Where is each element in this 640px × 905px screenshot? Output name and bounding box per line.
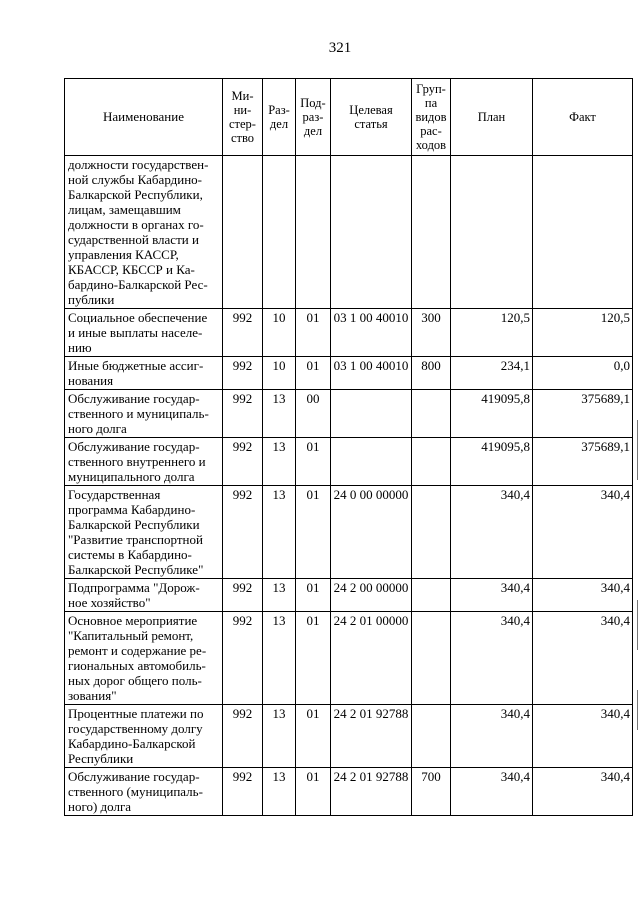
row-name: Иные бюджетные ассиг- нования	[65, 357, 223, 390]
row-section: 10	[263, 357, 296, 390]
row-target	[331, 438, 412, 486]
row-expense-group	[412, 612, 451, 705]
row-expense-group	[412, 486, 451, 579]
row-ministry: 992	[223, 357, 263, 390]
row-ministry: 992	[223, 390, 263, 438]
row-ministry: 992	[223, 579, 263, 612]
row-target	[331, 156, 412, 309]
header-section: Раз- дел	[263, 79, 296, 156]
row-fact: 340,4	[533, 705, 633, 768]
row-plan: 340,4	[451, 612, 533, 705]
row-target	[331, 390, 412, 438]
row-plan: 419095,8	[451, 390, 533, 438]
table-row	[65, 390, 633, 438]
table-row	[65, 768, 633, 816]
header-ministry: Ми- ни- стер- ство	[223, 79, 263, 156]
row-section: 13	[263, 705, 296, 768]
row-subsection: 01	[296, 768, 331, 816]
row-name: Обслуживание государ- ственного внутреннего и муниципального долга	[65, 438, 223, 486]
row-name: Основное мероприятие "Капитальный ремонт, ремонт и содержание ре- гиональных автомобиль- ных дорог общего поль- зования"	[65, 612, 223, 705]
row-fact: 375689,1	[533, 438, 633, 486]
header-subsection: Под- раз- дел	[296, 79, 331, 156]
row-expense-group	[412, 579, 451, 612]
row-plan: 340,4	[451, 768, 533, 816]
header-fact: Факт	[533, 79, 633, 156]
row-subsection: 01	[296, 705, 331, 768]
scan-edge-mark	[637, 690, 638, 730]
row-section: 10	[263, 309, 296, 357]
row-plan: 340,4	[451, 579, 533, 612]
row-subsection: 01	[296, 579, 331, 612]
row-plan: 340,4	[451, 486, 533, 579]
header-name: Наименование	[65, 79, 223, 156]
row-plan: 234,1	[451, 357, 533, 390]
scan-edge-mark	[637, 420, 638, 480]
header-plan: План	[451, 79, 533, 156]
row-target: 03 1 00 40010	[331, 357, 412, 390]
row-ministry: 992	[223, 705, 263, 768]
row-expense-group: 800	[412, 357, 451, 390]
row-fact: 340,4	[533, 486, 633, 579]
row-subsection: 01	[296, 309, 331, 357]
row-fact	[533, 156, 633, 309]
row-expense-group: 300	[412, 309, 451, 357]
row-subsection: 01	[296, 486, 331, 579]
table-row	[65, 579, 633, 612]
row-expense-group: 700	[412, 768, 451, 816]
row-expense-group	[412, 438, 451, 486]
table-row	[65, 357, 633, 390]
row-subsection: 00	[296, 390, 331, 438]
row-ministry: 992	[223, 486, 263, 579]
row-name: Государственная программа Кабардино- Балкарской Республики "Развитие транспортной системы в Кабардино- Балкарской Республике"	[65, 486, 223, 579]
row-name: Подпрограмма "Дорож- ное хозяйство"	[65, 579, 223, 612]
row-name: Обслуживание государ- ственного (муниципаль- ного) долга	[65, 768, 223, 816]
table-row	[65, 612, 633, 705]
row-ministry: 992	[223, 768, 263, 816]
row-name: Социальное обеспечение и иные выплаты населе- нию	[65, 309, 223, 357]
row-target: 24 2 01 00000	[331, 612, 412, 705]
row-section: 13	[263, 486, 296, 579]
row-target: 24 2 01 92788	[331, 768, 412, 816]
row-fact: 340,4	[533, 612, 633, 705]
table-header-row	[65, 79, 633, 156]
row-section: 13	[263, 438, 296, 486]
table-row	[65, 438, 633, 486]
row-plan: 120,5	[451, 309, 533, 357]
row-target: 03 1 00 40010	[331, 309, 412, 357]
budget-table	[64, 78, 633, 816]
row-section	[263, 156, 296, 309]
row-subsection: 01	[296, 438, 331, 486]
row-fact: 340,4	[533, 768, 633, 816]
row-ministry	[223, 156, 263, 309]
row-plan	[451, 156, 533, 309]
row-plan: 419095,8	[451, 438, 533, 486]
row-expense-group	[412, 705, 451, 768]
row-ministry: 992	[223, 612, 263, 705]
row-subsection: 01	[296, 357, 331, 390]
row-subsection	[296, 156, 331, 309]
row-name: Процентные платежи по государственному долгу Кабардино-Балкарской Республики	[65, 705, 223, 768]
row-fact: 120,5	[533, 309, 633, 357]
row-fact: 375689,1	[533, 390, 633, 438]
row-plan: 340,4	[451, 705, 533, 768]
row-target: 24 2 00 00000	[331, 579, 412, 612]
row-ministry: 992	[223, 438, 263, 486]
row-expense-group	[412, 390, 451, 438]
row-section: 13	[263, 612, 296, 705]
row-section: 13	[263, 579, 296, 612]
header-expense-group: Груп- па видов рас- ходов	[412, 79, 451, 156]
row-section: 13	[263, 390, 296, 438]
row-target: 24 2 01 92788	[331, 705, 412, 768]
page-number: 321	[328, 40, 352, 56]
table-row	[65, 156, 633, 309]
row-name: Обслуживание государ- ственного и муниципаль- ного долга	[65, 390, 223, 438]
row-target: 24 0 00 00000	[331, 486, 412, 579]
row-fact: 0,0	[533, 357, 633, 390]
table-row	[65, 705, 633, 768]
table-row	[65, 309, 633, 357]
scan-edge-mark	[637, 600, 638, 650]
table-row	[65, 486, 633, 579]
header-target: Целевая статья	[331, 79, 412, 156]
row-name: должности государствен- ной службы Кабардино- Балкарской Республики, лицам, замещавшим должности в органах го- сударственной власти и управления КАССР, КБАССР, КБССР и Ка- бардино-Балкарской Рес- публики	[65, 156, 223, 309]
row-subsection: 01	[296, 612, 331, 705]
row-ministry: 992	[223, 309, 263, 357]
row-section: 13	[263, 768, 296, 816]
row-expense-group	[412, 156, 451, 309]
row-fact: 340,4	[533, 579, 633, 612]
